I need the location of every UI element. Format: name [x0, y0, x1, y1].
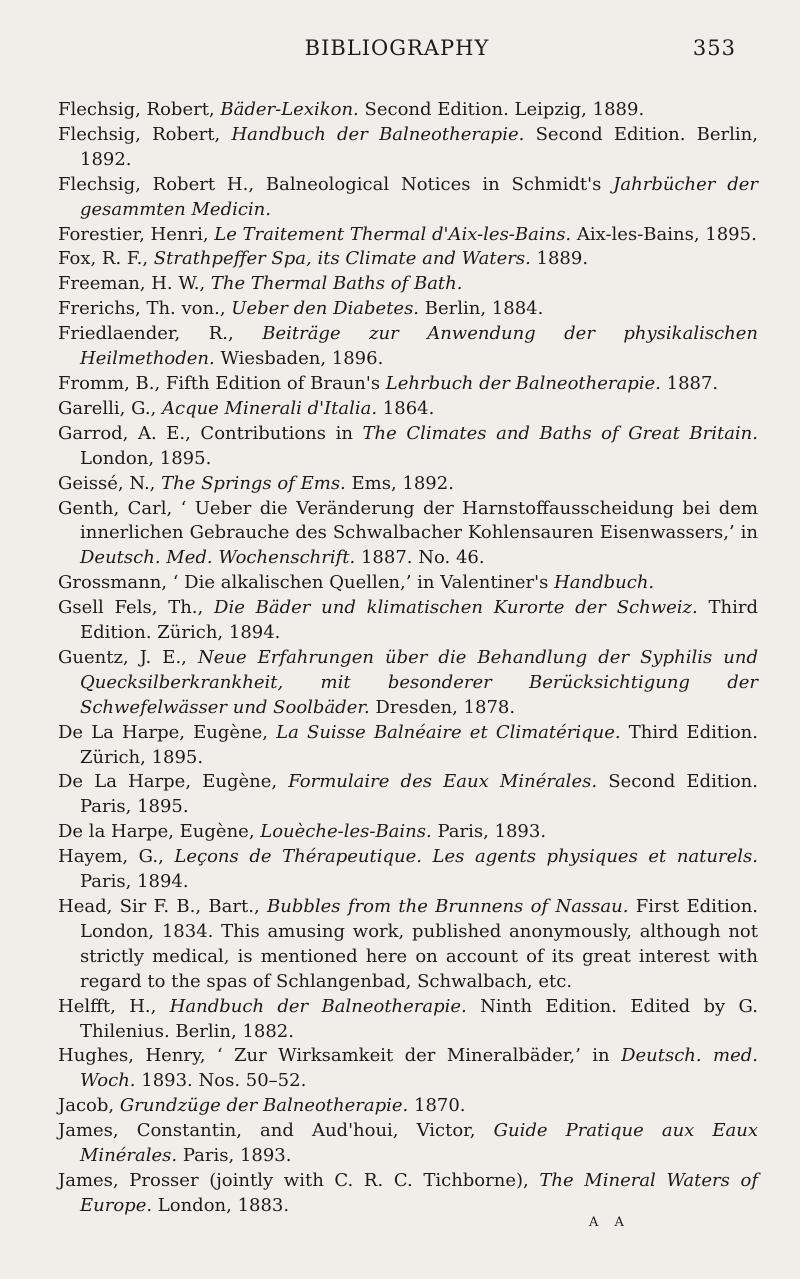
entry-title: Handbuch der Balneotherapie. [169, 995, 467, 1017]
bibliography-entry [58, 123, 758, 173]
bibliography-entry [58, 322, 758, 372]
bibliography-entry [58, 247, 758, 272]
entry-title: Handbuch. [554, 572, 655, 594]
bibliography-entry [58, 422, 758, 472]
entry-details: First Edition. London, 1834. This amusing work, published anonymously, although not strictly medical, is mentioned here on account of its great interest with regard to the spas of Schlangenbad, Schwalbach, etc. [80, 896, 759, 992]
entry-details: Aix-les-Bains, 1895. [571, 223, 757, 245]
running-header [58, 36, 736, 66]
bibliography-entry [58, 895, 758, 995]
entry-author: Garelli, G., [58, 397, 162, 419]
bibliography-entry [58, 497, 758, 572]
bibliography-entry [58, 770, 758, 820]
bibliography-entry [58, 1119, 758, 1169]
bibliography-entry [58, 98, 758, 123]
bibliography-entry [58, 397, 758, 422]
entry-author: Garrod, A. E., Contributions in [58, 422, 363, 444]
entry-title: Guide Pratique aux Eaux Minérales. [80, 1120, 758, 1167]
entry-details: London, 1883. [152, 1194, 290, 1216]
entry-title: The Thermal Baths of Bath. [210, 273, 463, 295]
entry-author: De la Harpe, Eugène, [58, 821, 261, 843]
bibliography-entry [58, 571, 758, 596]
entry-author: James, Prosser (jointly with C. R. C. Tichborne), [58, 1169, 540, 1191]
entry-author: De La Harpe, Eugène, [58, 721, 277, 743]
entry-details: 1887. [660, 372, 719, 394]
entry-author: Flechsig, Robert, [58, 123, 232, 145]
entry-title: Deutsch. Med. Wochenschrift. [80, 547, 356, 569]
entry-title: Ueber den Diabetes. [231, 298, 420, 320]
entry-details: Paris, 1893. [177, 1145, 292, 1167]
entry-title: Leçons de Thérapeutique. Les agents physiques et naturels. [174, 846, 758, 868]
page-number: 353 [692, 36, 736, 60]
entry-details: Dresden, 1878. [369, 696, 516, 718]
entry-details: 1864. [377, 397, 435, 419]
signature-mark: A A [589, 1215, 630, 1230]
entry-title: Beiträge zur Anwendung der physikalischen Heilmethoden. [80, 323, 758, 370]
entry-details: Second Edition. Paris, 1895. [80, 771, 758, 818]
bibliography-entry [58, 646, 758, 721]
bibliography-entry [58, 721, 758, 771]
entry-details: Third Edition. Zürich, 1895. [80, 721, 758, 768]
entry-author: Gsell Fels, Th., [58, 597, 215, 619]
entry-author: Hayem, G., [58, 846, 175, 868]
entry-title: The Mineral Waters of Europe. [80, 1169, 758, 1216]
entry-details: Ninth Edition. Edited by G. Thilenius. Berlin, 1882. [80, 995, 759, 1042]
entry-details: Paris, 1893. [431, 821, 547, 843]
entry-title: The Climates and Baths of Great Britain. [362, 422, 758, 444]
entry-author: Head, Sir F. B., Bart., [58, 896, 268, 917]
bibliography-entry [58, 820, 758, 845]
entry-details: Ems, 1892. [345, 472, 454, 494]
entry-details: 1893. Nos. 50–52. [135, 1070, 307, 1092]
running-title: BIBLIOGRAPHY [304, 36, 490, 60]
entry-author: Genth, Carl, ‘ Ueber die Veränderung der Harnstoffausscheidung bei dem innerlichen Gebrauche des Schwalbacher Kohlensauren Eisenwassers,’ in [58, 497, 758, 544]
bibliography-entry [58, 596, 758, 646]
entry-title: Handbuch der Balneotherapie. [231, 123, 525, 145]
bibliography-list [58, 98, 758, 1219]
bibliography-entry [58, 1169, 758, 1219]
entry-author: Flechsig, Robert H., Balneological Notices in Schmidt's [58, 173, 614, 195]
entry-title: Acque Minerali d'Italia. [161, 397, 378, 419]
entry-author: Guentz, J. E., [58, 646, 198, 668]
entry-details: 1870. [408, 1095, 466, 1117]
entry-title: Formulaire des Eaux Minérales. [288, 771, 598, 793]
entry-author: Geissé, N., [58, 472, 162, 494]
entry-details: Third Edition. Zürich, 1894. [80, 597, 758, 644]
entry-title: Die Bäder und klimatischen Kurorte der Schweiz. [214, 597, 698, 619]
bibliography-entry [58, 995, 758, 1045]
entry-details: London, 1895. [80, 447, 212, 469]
entry-author: Forestier, Henri, [58, 223, 215, 245]
bibliography-entry [58, 372, 758, 397]
entry-title: La Suisse Balnéaire et Climatérique. [276, 721, 621, 743]
entry-title: Bubbles from the Brunnens of Nassau. [267, 896, 629, 917]
entry-title: Deutsch. med. Woch. [80, 1045, 758, 1092]
entry-author: Hughes, Henry, ‘ Zur Wirksamkeit der Mineralbäder,’ in [58, 1045, 622, 1067]
entry-details: Paris, 1894. [80, 871, 189, 893]
entry-author: Flechsig, Robert, [58, 99, 221, 120]
bibliography-entry [58, 472, 758, 497]
entry-title: Neue Erfahrungen über die Behandlung der Syphilis und Quecksilberkrankheit, mit besonderer Berücksichtigung der Schwefelwässer und Soolbäder. [80, 646, 758, 718]
entry-author: Frerichs, Th. von., [58, 298, 232, 320]
bibliography-entry [58, 297, 758, 322]
entry-details: 1889. [530, 248, 589, 270]
entry-title: The Springs of Ems. [161, 472, 346, 494]
entry-author: Freeman, H. W., [58, 273, 211, 295]
entry-title: Strathpeffer Spa, its Climate and Waters. [153, 248, 531, 270]
entry-title: Louèche-les-Bains. [260, 821, 432, 843]
entry-details: Wiesbaden, 1896. [214, 348, 384, 370]
entry-details: Berlin, 1884. [419, 298, 544, 320]
bibliography-entry [58, 223, 758, 248]
bibliography-entry [58, 173, 758, 223]
entry-title: Jahrbücher der gesammten Medicin. [80, 173, 758, 220]
entry-title: Bäder-Lexikon. [220, 99, 359, 120]
entry-author: Grossmann, ‘ Die alkalischen Quellen,’ in Valentiner's [58, 572, 555, 594]
entry-details: Second Edition. Leipzig, 1889. [358, 99, 645, 120]
entry-author: Jacob, [58, 1095, 120, 1117]
entry-author: Fromm, B., Fifth Edition of Braun's [58, 372, 386, 394]
bibliography-entry [58, 1094, 758, 1119]
bibliography-entry [58, 1044, 758, 1094]
entry-details: 1887. No. 46. [355, 547, 485, 569]
entry-title: Lehrbuch der Balneotherapie. [385, 372, 661, 394]
entry-author: Fox, R. F., [58, 248, 154, 270]
entry-author: James, Constantin, and Aud'houi, Victor, [58, 1120, 494, 1142]
bibliography-entry [58, 845, 758, 895]
entry-author: Friedlaender, R., [58, 323, 263, 345]
entry-title: Grundzüge der Balneotherapie. [119, 1095, 409, 1117]
entry-title: Le Traitement Thermal d'Aix-les-Bains. [214, 223, 572, 245]
entry-author: De La Harpe, Eugène, [58, 771, 289, 793]
entry-author: Helfft, H., [58, 995, 170, 1017]
entry-details: Second Edition. Berlin, 1892. [80, 123, 758, 170]
bibliography-entry [58, 272, 758, 297]
